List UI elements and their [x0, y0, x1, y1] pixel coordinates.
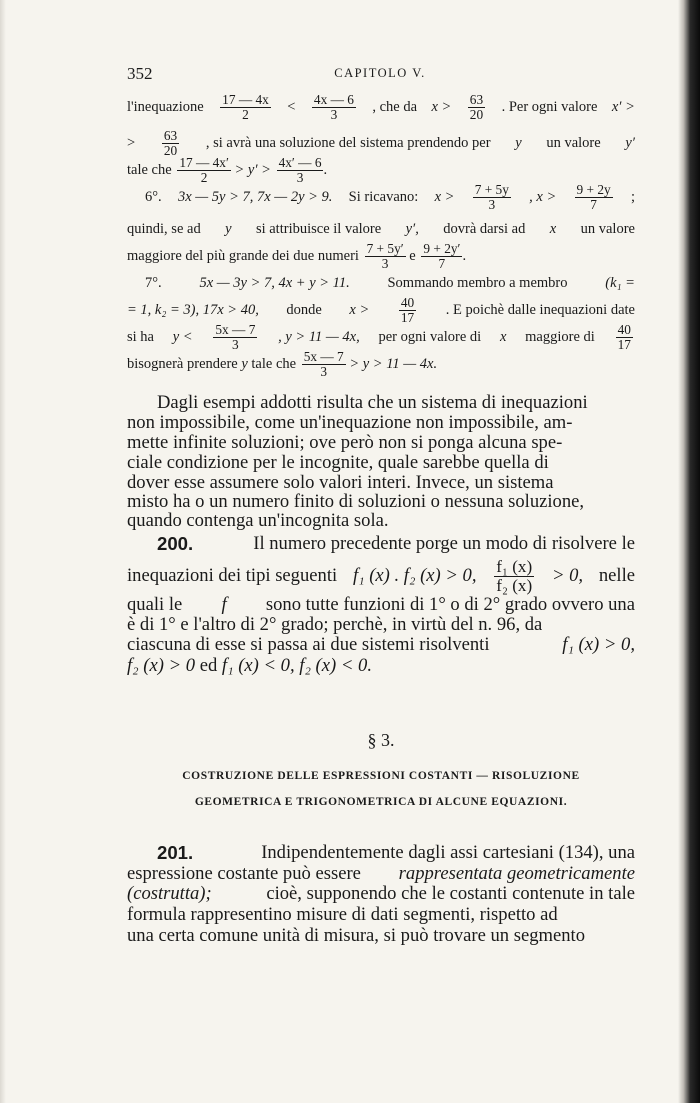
fraction — [177, 156, 231, 185]
math-expression: > y′ > — [230, 161, 275, 178]
text-run: 7°. — [145, 274, 162, 291]
fraction — [494, 558, 534, 595]
fraction — [468, 93, 485, 122]
math-expression: y — [515, 134, 522, 151]
fraction-numerator: 17 — 4x — [222, 91, 269, 107]
math-expression: , y > 11 — 4x, — [278, 328, 360, 345]
fraction-denominator: 17 — [400, 309, 415, 325]
fraction-numerator: 7 + 5y — [474, 181, 509, 197]
section-heading-line-1: COSTRUZIONE DELLE ESPRESSIONI COSTANTI — RISOLUZIONE — [182, 770, 580, 782]
fraction-denominator: 3 — [488, 196, 496, 212]
fraction — [421, 242, 462, 271]
text-line — [127, 883, 635, 905]
text-line — [127, 155, 635, 185]
math-expression: x — [549, 220, 557, 237]
running-title: CAPITOLO V. — [334, 66, 426, 80]
text-line — [127, 863, 635, 885]
text-run: donde — [286, 301, 322, 318]
text-run: . E poichè dalle inequazioni date — [445, 301, 635, 318]
fraction — [399, 296, 416, 325]
text-line — [127, 412, 635, 434]
text-run: un valore — [580, 220, 635, 237]
math-expression: (k₁ = — [605, 274, 635, 291]
text-run: nelle — [598, 565, 635, 586]
text-line — [145, 182, 635, 212]
text-run: Il numero precedente porge un modo di risolvere le — [253, 533, 635, 554]
italic-text: (costrutta); — [127, 883, 212, 904]
fraction — [473, 183, 511, 212]
text-run: inequazioni dei tipi seguenti — [127, 565, 338, 586]
text-run: Sommando membro a membro — [387, 274, 568, 291]
page-left-edge — [0, 0, 6, 1103]
text-line — [127, 295, 635, 325]
text-run: misto ha o un numero finito di soluzioni o nessuna soluzione, — [127, 491, 585, 512]
text-run: > — [127, 134, 136, 151]
math-expression: f₁ (x) > 0, — [562, 634, 635, 655]
fraction-denominator: 17 — [617, 336, 631, 352]
italic-text: rappresentata geometricamente — [398, 863, 635, 884]
section-heading-line-2: GEOMETRICA E TRIGONOMETRICA DI ALCUNE EQUAZIONI. — [194, 796, 568, 808]
fraction-numerator: 40 — [400, 294, 415, 310]
fraction — [162, 129, 179, 158]
math-expression: y — [241, 355, 248, 372]
page-number: 352 — [127, 64, 153, 83]
text-run: non impossibile, come un'inequazione non impossibile, am- — [127, 412, 573, 433]
text-line — [127, 349, 635, 379]
text-run: < — [287, 98, 296, 115]
text-run: per ogni valore di — [378, 328, 482, 345]
text-line — [127, 556, 635, 595]
math-expression: x — [499, 328, 507, 345]
text-run: ; — [630, 188, 635, 205]
text-run: tale che — [127, 161, 176, 178]
text-run: un valore — [546, 134, 601, 151]
text-line — [127, 614, 635, 636]
text-line — [157, 392, 635, 414]
text-run: maggiore del più grande dei due numeri — [127, 247, 363, 264]
text-line — [127, 432, 635, 454]
text-run: sono tutte funzioni di 1° o di 2° grado ovvero una — [265, 594, 635, 615]
text-line — [127, 634, 635, 656]
text-line — [127, 322, 635, 352]
text-line — [157, 842, 635, 864]
math-expression: y < — [172, 328, 193, 345]
math-expression: x′ > — [611, 98, 635, 115]
math-expression: > y > 11 — 4x. — [345, 355, 438, 372]
math-expression: , x > — [529, 188, 557, 205]
fraction — [616, 323, 633, 352]
fraction-numerator: f₁ (x) — [496, 556, 533, 576]
text-run: tale che — [247, 355, 300, 372]
text-line — [145, 268, 635, 298]
paragraph-number: 201. — [157, 842, 194, 863]
math-expression: > 0, — [551, 565, 584, 586]
math-expression: 3x — 5y > 7, 7x — 2y > 9. — [177, 188, 333, 205]
fraction-denominator: 3 — [330, 106, 338, 122]
math-expression: y — [225, 220, 232, 237]
text-line — [127, 241, 635, 271]
text-run: quali le — [127, 594, 183, 615]
text-run: l'inequazione — [127, 98, 204, 115]
fraction — [365, 242, 406, 271]
paragraph-number: 200. — [157, 533, 194, 554]
fraction-numerator: 5x — 7 — [303, 348, 344, 364]
text-run: quindi, se ad — [127, 220, 201, 237]
fraction-denominator: 3 — [232, 336, 239, 352]
fraction-numerator: 5x — 7 — [215, 321, 256, 337]
fraction-numerator: 9 + 2y′ — [423, 240, 461, 256]
text-line — [127, 214, 635, 244]
text-run: . Per ogni valore — [501, 98, 598, 115]
fraction-numerator: 63 — [469, 91, 484, 107]
text-run: , che da — [372, 98, 418, 115]
math-expression: x > — [431, 98, 452, 115]
text-line — [127, 904, 635, 926]
text-run: Dagli esempi addotti risulta che un sistema di inequazioni — [157, 392, 588, 413]
text-run: si attribuisce il valore — [255, 220, 382, 237]
fraction-denominator: 20 — [469, 106, 484, 122]
fraction-numerator: 7 + 5y′ — [366, 240, 404, 256]
math-expression: y′ — [625, 134, 635, 151]
fraction — [312, 93, 356, 122]
text-run: Indipendentemente dagli assi cartesiani (134), una — [261, 842, 635, 863]
fraction — [575, 183, 613, 212]
text-run: ed — [195, 655, 222, 676]
math-expression: 5x — 3y > 7, 4x + y > 11. — [199, 274, 350, 291]
math-expression: = 1, k₂ = 3), 17x > 40, — [127, 301, 259, 318]
math-expression: f₁ (x) . f₂ (x) > 0, — [352, 565, 477, 586]
fraction-denominator: 7 — [438, 255, 446, 271]
math-expression: f₁ (x) < 0, f₂ (x) < 0. — [221, 655, 372, 676]
fraction-denominator: 2 — [242, 106, 249, 122]
text-run: una certa comune unità di misura, si può trovare un segmento — [127, 925, 585, 946]
fraction-denominator: 2 — [200, 169, 208, 185]
text-run: mette infinite soluzioni; ove però non si ponga alcuna spe- — [127, 432, 563, 453]
text-run: bisognerà prendere — [127, 355, 242, 372]
text-line — [127, 510, 635, 532]
math-expression: x > — [349, 301, 370, 318]
text-line — [127, 452, 635, 474]
text-run: dover esse assumere solo valori interi. Invece, un sistema — [127, 472, 554, 493]
fraction-numerator: 63 — [163, 127, 178, 143]
text-line — [127, 92, 635, 122]
fraction-denominator: f₂ (x) — [496, 575, 533, 595]
text-run: , si avrà una soluzione del sistema prendendo per — [205, 134, 491, 151]
fraction — [277, 156, 324, 185]
math-expression: y′, — [405, 220, 419, 237]
fraction-denominator: 3 — [381, 255, 389, 271]
text-run: ciascuna di esse si passa ai due sistemi risolventi — [127, 634, 490, 655]
text-run: . — [323, 161, 328, 178]
text-run: dovrà darsi ad — [443, 220, 526, 237]
text-line — [157, 533, 635, 555]
math-expression: f₂ (x) > 0 — [127, 655, 196, 676]
text-run: cioè, supponendo che le costanti contenute in tale — [266, 883, 635, 904]
text-run: espressione costante può essere — [127, 863, 361, 884]
text-run: . — [462, 247, 467, 264]
text-run: ciale condizione per le incognite, quale sarebbe quella di — [127, 452, 549, 473]
text-line — [127, 655, 635, 677]
text-run: e — [405, 247, 420, 264]
text-run: formula rappresentino misure di dati segmenti, rispetto ad — [127, 904, 558, 925]
text-run: Si ricavano: — [348, 188, 419, 205]
fraction-denominator: 3 — [320, 363, 328, 379]
text-run: quando contenga un'incognita sola. — [127, 510, 389, 531]
math-expression: f — [221, 594, 227, 615]
text-run: 6°. — [145, 188, 162, 205]
fraction-numerator: 9 + 2y — [576, 181, 611, 197]
text-run: è di 1° e l'altro di 2° grado; perchè, in virtù del n. 96, da — [127, 614, 543, 635]
fraction — [302, 350, 346, 379]
fraction-numerator: 40 — [617, 321, 631, 337]
fraction-denominator: 20 — [163, 142, 178, 158]
text-line — [127, 594, 635, 616]
math-expression: x > — [434, 188, 455, 205]
text-run: si ha — [127, 328, 154, 345]
fraction-denominator: 7 — [590, 196, 597, 212]
text-line — [127, 925, 635, 947]
section-mark: § 3. — [367, 730, 395, 750]
fraction-numerator: 4x — 6 — [313, 91, 354, 107]
fraction-numerator: 4x′ — 6 — [278, 154, 322, 170]
fraction — [213, 323, 257, 352]
text-run: maggiore di — [525, 328, 595, 345]
book-binding-shadow — [678, 0, 700, 1103]
text-line — [127, 128, 635, 158]
fraction-numerator: 17 — 4x′ — [179, 154, 229, 170]
fraction-denominator: 3 — [296, 169, 304, 185]
fraction — [220, 93, 271, 122]
